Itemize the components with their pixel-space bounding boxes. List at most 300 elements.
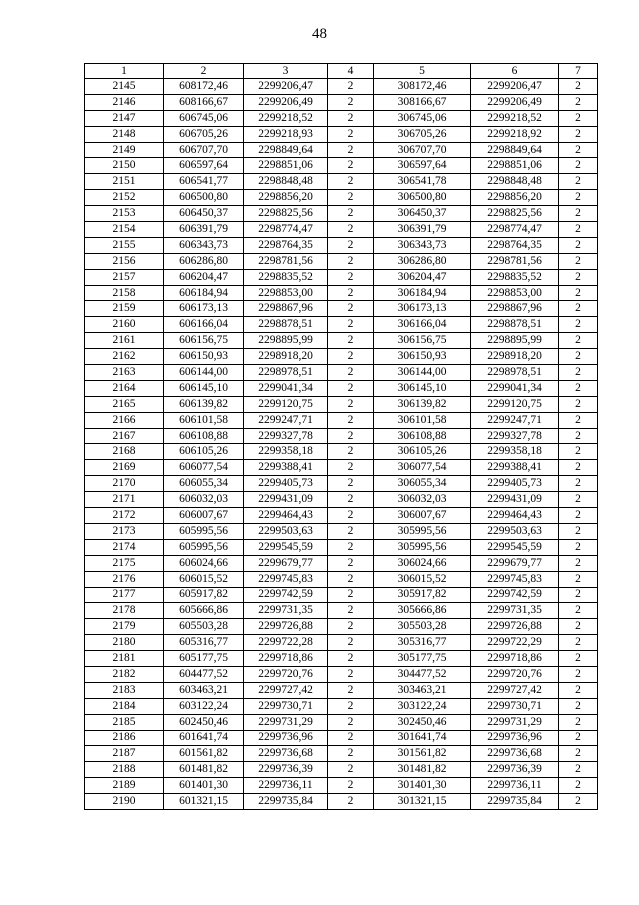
table-cell: 2299358,18: [244, 444, 328, 460]
table-cell: 2: [328, 603, 374, 619]
table-cell: 605316,77: [164, 635, 244, 651]
table-row: [85, 380, 598, 396]
table-cell: 2: [328, 794, 374, 810]
table-cell: 2: [559, 635, 598, 651]
table-cell: 2: [559, 396, 598, 412]
table-cell: 2: [328, 349, 374, 365]
table-cell: 2: [328, 555, 374, 571]
table-row: [85, 365, 598, 381]
table-cell: 2156: [85, 253, 164, 269]
table-cell: 2187: [85, 746, 164, 762]
table-cell: 605917,82: [164, 587, 244, 603]
table-cell: 606032,03: [164, 492, 244, 508]
table-cell: 2: [328, 79, 374, 95]
table-cell: 2159: [85, 301, 164, 317]
table-cell: 2299745,83: [244, 571, 328, 587]
table-cell: 606705,26: [164, 126, 244, 142]
table-row: [85, 412, 598, 428]
table-cell: 2299206,49: [471, 94, 559, 110]
table-row: [85, 444, 598, 460]
table-cell: 606015,52: [164, 571, 244, 587]
table-cell: 601401,30: [164, 778, 244, 794]
table-row: [85, 174, 598, 190]
table-cell: 2168: [85, 444, 164, 460]
table-cell: 2158: [85, 285, 164, 301]
table-cell: 2164: [85, 380, 164, 396]
table-cell: 2299731,35: [471, 603, 559, 619]
table-cell: 606745,06: [164, 110, 244, 126]
table-row: [85, 158, 598, 174]
table-cell: 606343,73: [164, 237, 244, 253]
table-cell: 301561,82: [374, 746, 471, 762]
table-cell: 2299742,59: [471, 587, 559, 603]
table-cell: 306450,37: [374, 206, 471, 222]
table-cell: 2299327,78: [244, 428, 328, 444]
table-cell: 305316,77: [374, 635, 471, 651]
table-cell: 606286,80: [164, 253, 244, 269]
table-cell: 2: [328, 285, 374, 301]
table-cell: 306024,66: [374, 555, 471, 571]
table-cell: 2: [559, 94, 598, 110]
table-cell: 608166,67: [164, 94, 244, 110]
table-cell: 2: [559, 333, 598, 349]
table-cell: 2180: [85, 635, 164, 651]
table-row: [85, 396, 598, 412]
table-cell: 2162: [85, 349, 164, 365]
table-cell: 2: [328, 666, 374, 682]
table-cell: 2: [559, 285, 598, 301]
table-row: [85, 94, 598, 110]
table-cell: 2: [559, 587, 598, 603]
table-cell: 606391,79: [164, 222, 244, 238]
table-cell: 306391,79: [374, 222, 471, 238]
table-cell: 2299730,71: [244, 698, 328, 714]
table-cell: 606500,80: [164, 190, 244, 206]
table-cell: 306705,26: [374, 126, 471, 142]
table-cell: 2298878,51: [244, 317, 328, 333]
table-cell: 2299679,77: [471, 555, 559, 571]
table-cell: 2: [328, 365, 374, 381]
table-cell: 2298835,52: [244, 269, 328, 285]
table-cell: 2: [559, 476, 598, 492]
table-row: [85, 746, 598, 762]
table-cell: 602450,46: [164, 714, 244, 730]
table-cell: 2298895,99: [244, 333, 328, 349]
table-cell: 306145,10: [374, 380, 471, 396]
table-cell: 606139,82: [164, 396, 244, 412]
column-header: 1: [85, 64, 164, 79]
table-cell: 2299464,43: [471, 508, 559, 524]
table-cell: 306077,54: [374, 460, 471, 476]
table-cell: 606541,77: [164, 174, 244, 190]
table-cell: 2155: [85, 237, 164, 253]
table-cell: 2173: [85, 523, 164, 539]
table-cell: 2298764,35: [471, 237, 559, 253]
table-cell: 2160: [85, 317, 164, 333]
table-cell: 2298856,20: [244, 190, 328, 206]
table-cell: 306500,80: [374, 190, 471, 206]
table-cell: 306173,13: [374, 301, 471, 317]
table-cell: 2299736,68: [244, 746, 328, 762]
table-cell: 2298867,96: [244, 301, 328, 317]
table-cell: 305995,56: [374, 523, 471, 539]
table-row: [85, 555, 598, 571]
table-row: [85, 603, 598, 619]
table-cell: 2175: [85, 555, 164, 571]
table-cell: 2299727,42: [471, 682, 559, 698]
table-cell: 606166,04: [164, 317, 244, 333]
table-cell: 2: [559, 349, 598, 365]
table-cell: 606144,00: [164, 365, 244, 381]
table-cell: 2298978,51: [471, 365, 559, 381]
table-cell: 2299545,59: [471, 539, 559, 555]
table-row: [85, 619, 598, 635]
table-cell: 2: [328, 190, 374, 206]
table-cell: 2: [559, 523, 598, 539]
table-cell: 2: [328, 476, 374, 492]
table-cell: 2299218,93: [244, 126, 328, 142]
table-row: [85, 730, 598, 746]
table-cell: 2299736,11: [244, 778, 328, 794]
table-row: [85, 126, 598, 142]
table-cell: 605503,28: [164, 619, 244, 635]
table-cell: 2163: [85, 365, 164, 381]
table-cell: 2299206,47: [244, 79, 328, 95]
table-cell: 606024,66: [164, 555, 244, 571]
table-cell: 2298895,99: [471, 333, 559, 349]
table-cell: 2299720,76: [471, 666, 559, 682]
table-cell: 2299431,09: [244, 492, 328, 508]
table-cell: 2: [328, 587, 374, 603]
table-cell: 2299041,34: [471, 380, 559, 396]
table-row: [85, 333, 598, 349]
table-cell: 2150: [85, 158, 164, 174]
table-cell: 2299730,71: [471, 698, 559, 714]
table-cell: 2: [559, 206, 598, 222]
table-cell: 2153: [85, 206, 164, 222]
table-cell: 605995,56: [164, 539, 244, 555]
table-cell: 2: [328, 110, 374, 126]
table-cell: 2: [559, 158, 598, 174]
table-cell: 2178: [85, 603, 164, 619]
table-cell: 2298781,56: [471, 253, 559, 269]
table-cell: 2: [559, 190, 598, 206]
table-cell: 606707,70: [164, 142, 244, 158]
table-cell: 2299247,71: [471, 412, 559, 428]
table-cell: 2298851,06: [471, 158, 559, 174]
table-cell: 2172: [85, 508, 164, 524]
table-cell: 2299247,71: [244, 412, 328, 428]
table-cell: 2: [328, 635, 374, 651]
table-row: [85, 508, 598, 524]
table-cell: 2167: [85, 428, 164, 444]
table-cell: 2299718,86: [471, 651, 559, 667]
table-cell: 306166,04: [374, 317, 471, 333]
table-row: [85, 714, 598, 730]
table-cell: 2149: [85, 142, 164, 158]
table-cell: 2: [328, 651, 374, 667]
table-cell: 606007,67: [164, 508, 244, 524]
table-cell: 2148: [85, 126, 164, 142]
table-cell: 603122,24: [164, 698, 244, 714]
table-cell: 2: [559, 380, 598, 396]
table-cell: 301321,15: [374, 794, 471, 810]
column-header: 7: [559, 64, 598, 79]
table-cell: 2: [559, 301, 598, 317]
table-cell: 2298825,56: [244, 206, 328, 222]
table-cell: 2188: [85, 762, 164, 778]
table-cell: 301641,74: [374, 730, 471, 746]
table-row: [85, 635, 598, 651]
table-cell: 2299731,29: [244, 714, 328, 730]
table-cell: 2: [559, 682, 598, 698]
table-cell: 2299736,39: [244, 762, 328, 778]
table-cell: 2145: [85, 79, 164, 95]
table-cell: 2177: [85, 587, 164, 603]
table-cell: 606450,37: [164, 206, 244, 222]
table-cell: 2299503,63: [244, 523, 328, 539]
table-cell: 2299735,84: [471, 794, 559, 810]
table-cell: 2154: [85, 222, 164, 238]
table-cell: 306032,03: [374, 492, 471, 508]
table-cell: 606105,26: [164, 444, 244, 460]
table-cell: 2298853,00: [471, 285, 559, 301]
table-cell: 2161: [85, 333, 164, 349]
table-cell: 303122,24: [374, 698, 471, 714]
table-cell: 305503,28: [374, 619, 471, 635]
table-row: [85, 301, 598, 317]
table-cell: 2298835,52: [471, 269, 559, 285]
table-cell: 2299726,88: [244, 619, 328, 635]
table-cell: 306204,47: [374, 269, 471, 285]
table-cell: 2299464,43: [244, 508, 328, 524]
table-cell: 2: [559, 460, 598, 476]
table-cell: 606150,93: [164, 349, 244, 365]
table-cell: 2: [328, 317, 374, 333]
table-cell: 304477,52: [374, 666, 471, 682]
table-cell: 2299736,39: [471, 762, 559, 778]
table-row: [85, 571, 598, 587]
table-cell: 306007,67: [374, 508, 471, 524]
table-cell: 2: [328, 396, 374, 412]
table-cell: 606145,10: [164, 380, 244, 396]
table-cell: 606055,34: [164, 476, 244, 492]
table-row: [85, 110, 598, 126]
table-cell: 306745,06: [374, 110, 471, 126]
table-cell: 2: [559, 762, 598, 778]
table-cell: 2176: [85, 571, 164, 587]
table-cell: 2299722,29: [471, 635, 559, 651]
table-cell: 306055,34: [374, 476, 471, 492]
table-cell: 306101,58: [374, 412, 471, 428]
table-cell: 2: [328, 778, 374, 794]
table-cell: 606597,64: [164, 158, 244, 174]
table-cell: 2179: [85, 619, 164, 635]
table-cell: 608172,46: [164, 79, 244, 95]
table-cell: 2298978,51: [244, 365, 328, 381]
table-cell: 2298848,48: [471, 174, 559, 190]
table-cell: 306139,82: [374, 396, 471, 412]
table-row: [85, 253, 598, 269]
table-cell: 2: [328, 523, 374, 539]
table-cell: 2298764,35: [244, 237, 328, 253]
table-cell: 2299679,77: [244, 555, 328, 571]
table-cell: 605995,56: [164, 523, 244, 539]
table-cell: 2157: [85, 269, 164, 285]
table-cell: 2298774,47: [471, 222, 559, 238]
table-cell: 2: [328, 94, 374, 110]
table-cell: 301401,30: [374, 778, 471, 794]
table-cell: 305917,82: [374, 587, 471, 603]
table-cell: 2299503,63: [471, 523, 559, 539]
table-cell: 2: [559, 142, 598, 158]
table-cell: 2: [559, 619, 598, 635]
table-cell: 2: [328, 746, 374, 762]
table-row: [85, 682, 598, 698]
table-cell: 306707,70: [374, 142, 471, 158]
table-cell: 2299120,75: [471, 396, 559, 412]
table-cell: 2: [328, 222, 374, 238]
table-cell: 306156,75: [374, 333, 471, 349]
table-cell: 2299206,49: [244, 94, 328, 110]
page-number: 48: [312, 26, 327, 42]
table-cell: 2: [328, 206, 374, 222]
table-cell: 2: [328, 428, 374, 444]
table-body: [85, 79, 598, 810]
table-cell: 2: [328, 571, 374, 587]
column-header: 5: [374, 64, 471, 79]
table-cell: 2299736,11: [471, 778, 559, 794]
table-row: [85, 428, 598, 444]
coordinates-table: [84, 63, 598, 810]
table-row: [85, 285, 598, 301]
table-row: [85, 492, 598, 508]
table-cell: 2146: [85, 94, 164, 110]
table-cell: 308172,46: [374, 79, 471, 95]
table-cell: 2299742,59: [244, 587, 328, 603]
table-row: [85, 666, 598, 682]
table-cell: 305666,86: [374, 603, 471, 619]
table-cell: 2: [559, 110, 598, 126]
table-cell: 603463,21: [164, 682, 244, 698]
column-header: 3: [244, 64, 328, 79]
table-cell: 2298849,64: [244, 142, 328, 158]
table-cell: 2299206,47: [471, 79, 559, 95]
table-cell: 2151: [85, 174, 164, 190]
column-header: 4: [328, 64, 374, 79]
table-cell: 2: [328, 508, 374, 524]
table-cell: 2: [328, 174, 374, 190]
table-cell: 2: [559, 651, 598, 667]
table-cell: 2299218,52: [471, 110, 559, 126]
table-cell: 306343,73: [374, 237, 471, 253]
table-cell: 601561,82: [164, 746, 244, 762]
table-cell: 2171: [85, 492, 164, 508]
table-cell: 2: [328, 269, 374, 285]
table-cell: 2298867,96: [471, 301, 559, 317]
table-cell: 2184: [85, 698, 164, 714]
table-cell: 2298878,51: [471, 317, 559, 333]
table-cell: 2152: [85, 190, 164, 206]
table-cell: 2: [328, 158, 374, 174]
table-cell: 2: [559, 730, 598, 746]
table-cell: 2: [559, 555, 598, 571]
table-cell: 2299736,68: [471, 746, 559, 762]
table-cell: 303463,21: [374, 682, 471, 698]
table-cell: 2: [559, 508, 598, 524]
table-cell: 606204,47: [164, 269, 244, 285]
table-cell: 2299745,83: [471, 571, 559, 587]
table-cell: 2: [328, 492, 374, 508]
table-cell: 2298848,48: [244, 174, 328, 190]
table-cell: 2299735,84: [244, 794, 328, 810]
table-cell: 306105,26: [374, 444, 471, 460]
table-cell: 2299731,29: [471, 714, 559, 730]
table-row: [85, 587, 598, 603]
table-cell: 2174: [85, 539, 164, 555]
table-cell: 2: [559, 269, 598, 285]
table-row: [85, 539, 598, 555]
table-cell: 2: [328, 539, 374, 555]
table-cell: 2: [328, 237, 374, 253]
table-cell: 601481,82: [164, 762, 244, 778]
table-cell: 2: [559, 714, 598, 730]
table-cell: 2: [328, 698, 374, 714]
table-cell: 2298856,20: [471, 190, 559, 206]
table-cell: 2: [559, 603, 598, 619]
table-row: [85, 317, 598, 333]
table-cell: 2182: [85, 666, 164, 682]
table-cell: 2: [559, 492, 598, 508]
table-cell: 2: [328, 682, 374, 698]
table-cell: 2299431,09: [471, 492, 559, 508]
table-cell: 2: [328, 762, 374, 778]
table-cell: 2: [328, 444, 374, 460]
table-cell: 2298918,20: [244, 349, 328, 365]
table-cell: 2: [559, 174, 598, 190]
table-cell: 604477,52: [164, 666, 244, 682]
table-cell: 606156,75: [164, 333, 244, 349]
table-cell: 2: [559, 778, 598, 794]
table-row: [85, 476, 598, 492]
table-cell: 2298851,06: [244, 158, 328, 174]
table-row: [85, 190, 598, 206]
table-cell: 2299405,73: [244, 476, 328, 492]
table-cell: 2: [328, 142, 374, 158]
header-row: [85, 64, 598, 79]
table-cell: 2: [559, 539, 598, 555]
table-cell: 2299722,28: [244, 635, 328, 651]
table-cell: 2298918,20: [471, 349, 559, 365]
table-cell: 2: [559, 571, 598, 587]
table-row: [85, 79, 598, 95]
table-cell: 2299327,78: [471, 428, 559, 444]
table-cell: 2: [559, 412, 598, 428]
table-cell: 2: [328, 460, 374, 476]
table-cell: 2147: [85, 110, 164, 126]
table-cell: 2190: [85, 794, 164, 810]
table-cell: 601321,15: [164, 794, 244, 810]
table-cell: 2299736,96: [471, 730, 559, 746]
table-row: [85, 237, 598, 253]
table-cell: 2299736,96: [244, 730, 328, 746]
table-cell: 301481,82: [374, 762, 471, 778]
table-cell: 2299041,34: [244, 380, 328, 396]
table-cell: 302450,46: [374, 714, 471, 730]
table-cell: 2: [559, 444, 598, 460]
table-cell: 306541,78: [374, 174, 471, 190]
table-cell: 2: [559, 666, 598, 682]
